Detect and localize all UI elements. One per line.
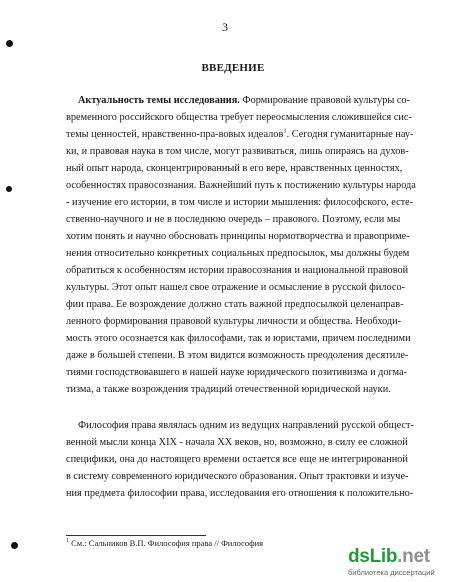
text-line: специфики, она до настоящего времени остается все еще не интегрированной bbox=[66, 454, 408, 465]
text-line: обратиться к особенностям истории правосознания и национальной правовой bbox=[66, 265, 409, 276]
text-line: - изучение его истории, в том числе и истории мышления: философского, есте- bbox=[66, 197, 414, 208]
text-line: фии права. Ее возрождение должно стать важной предпосылкой целенаправ- bbox=[66, 299, 404, 310]
lead-phrase: Актуальность темы исследования. bbox=[78, 95, 240, 106]
text-line: в систему современного юридического образования. Опыт трактовки и изуче- bbox=[66, 471, 409, 482]
watermark-logo[interactable] bbox=[346, 548, 446, 578]
binder-hole-mark bbox=[11, 542, 18, 549]
text-line: венной мысли конца XIX - начала XX веков, но, возможно, в силу ее сложной bbox=[66, 437, 408, 448]
text-line: временного российского общества требует переосмысления сложившейся сис- bbox=[66, 112, 412, 123]
binder-hole-mark bbox=[6, 186, 12, 192]
text-line: тизма, а также возрождения традиций отечественной юридической науки. bbox=[66, 384, 391, 395]
text-line bbox=[66, 398, 418, 415]
footnote bbox=[66, 538, 306, 548]
body-text bbox=[66, 92, 418, 502]
text-line: Актуальность темы исследования. Формирование правовой культуры со- bbox=[78, 95, 410, 106]
footnote-reference[interactable]: 1 bbox=[283, 127, 287, 135]
footnote-divider bbox=[66, 535, 206, 536]
text-line: ки, и правовая наука в том числе, могут развиваться, лишь опираясь на духов- bbox=[66, 146, 409, 157]
text-line: темы ценностей, нравственно-пра-вовых идеалов$^1$. Сегодня гуманитарные нау- bbox=[66, 127, 414, 140]
text-line: культуры. Этот опыт нашел свое отражение и осмысление в русской филосо- bbox=[66, 282, 406, 293]
footnote-text: См.: Сальников В.П. Философия права // Философия bbox=[69, 538, 264, 548]
text-line: ственно-научного и не в последнюю очередь – правового. Поэтому, если мы bbox=[66, 214, 401, 225]
watermark-brand: dsLib.net bbox=[348, 546, 430, 567]
text-line: ния предмета философии права, исследования его отношения к положительно- bbox=[66, 488, 414, 499]
watermark-caption: библиотека диссертаций bbox=[348, 568, 435, 577]
text-line: нения относительно конкретных социальных предпосылок, мы должны будем bbox=[66, 248, 410, 259]
binder-hole-mark bbox=[6, 40, 13, 47]
text-line: мость этого осознается как философами, так и юристами, причем последними bbox=[66, 333, 411, 344]
footnote-mark: 1 bbox=[66, 538, 69, 545]
page-number: 3 bbox=[222, 20, 228, 34]
text-line: хотим понять и научно обосновать принципы нормотворчества и правоприме- bbox=[66, 231, 410, 242]
text-line: Философия права являлась одним из ведущих направлений русской общест- bbox=[78, 420, 414, 431]
section-heading: ВВЕДЕНИЕ bbox=[201, 62, 265, 74]
text-line: ный опыт народа, сконцентрированный в его вере, нравственных ценностях, bbox=[66, 163, 403, 174]
text-line: тиями господствовавшего в нашей науке юридического позитивизма и догма- bbox=[66, 367, 408, 378]
text-line: даже в большей степени. В этом видится возможность преодоления десятиле- bbox=[66, 350, 409, 361]
text-line: особенностях правосознания. Важнейший путь к постижению культуры народа bbox=[66, 180, 416, 191]
text-line: ленного формирования правовой культуры личности и общества. Необходи- bbox=[66, 316, 402, 327]
